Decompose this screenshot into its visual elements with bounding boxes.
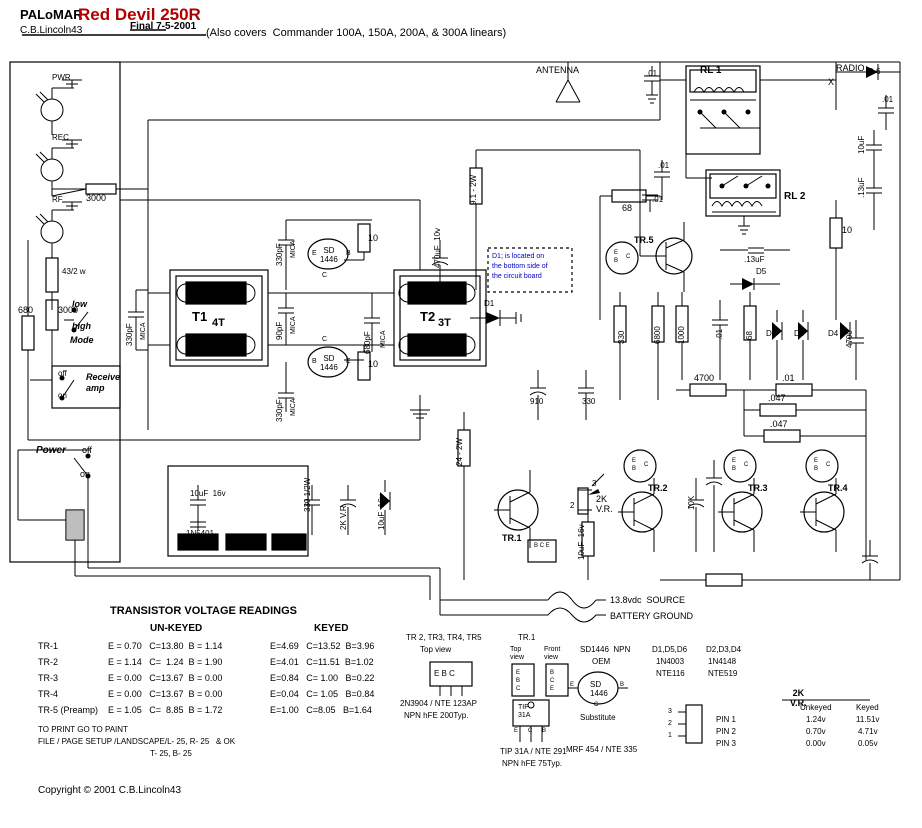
vr-head-unkeyed: Unkeyed xyxy=(800,703,832,712)
sd1446-bot-label: SD 1446 xyxy=(320,354,338,372)
c-470uf-label: 470uF 10v xyxy=(433,227,442,268)
rl2-label: RL 2 xyxy=(784,191,806,202)
vr-row-unkeyed: 0.70v xyxy=(806,727,826,736)
reading-row-label: TR-2 xyxy=(38,657,58,667)
switch-on-1: on xyxy=(58,391,67,400)
reading-row-unkeyed: E = 1.05 C= 8.85 B = 1.72 xyxy=(108,705,223,715)
vr-head-keyed: Keyed xyxy=(856,703,879,712)
d-group2: D2,D3,D4 xyxy=(706,645,742,654)
sd-bot-pin-b: B xyxy=(312,358,317,365)
r-43w-label: 43/2 w xyxy=(62,267,86,276)
reading-row-label: TR-3 xyxy=(38,673,58,683)
tr1-pin-c: C xyxy=(528,728,533,734)
author-name: C.B.Lincoln43 xyxy=(20,25,83,36)
tr2345-view: Top view xyxy=(420,645,452,654)
covers-note: (Also covers Commander 100A, 150A, 200A, & 300A linears) xyxy=(206,27,507,39)
d-group1: D1,D5,D6 xyxy=(652,645,688,654)
d-group1-p2: NTE116 xyxy=(656,669,685,678)
reading-row-label: TR-4 xyxy=(38,689,58,699)
r-1000-label: 1000 xyxy=(677,326,686,344)
mode-label: Mode xyxy=(70,335,94,345)
tr3-pin-e: E xyxy=(732,458,737,464)
tr1-label: TR.1 xyxy=(502,533,522,543)
tr5-pin-b: B xyxy=(614,258,619,264)
d3-label: D3 xyxy=(794,329,805,338)
power-label: Power xyxy=(36,445,67,456)
c-330pf-bot-label: 330pF xyxy=(275,399,284,422)
reading-row-keyed: E=4.69 C=13.52 B=3.96 xyxy=(270,641,375,651)
print-note-line2: FILE / PAGE SETUP /LANDSCAPE/L- 25, R- 25 & OK xyxy=(38,737,236,746)
c-10uf-25v-label: 910 xyxy=(530,397,544,406)
mica-mid-label: MICA xyxy=(290,316,297,334)
r-6800-label: 6800 xyxy=(653,326,662,344)
vr-2k-label: 2K V.R. xyxy=(596,494,613,514)
copyright-text: Copyright © 2001 C.B.Lincoln43 xyxy=(38,785,182,796)
sd-pin-c: C xyxy=(594,702,599,708)
rec-label: REC xyxy=(52,133,69,142)
tr5-pin-e: E xyxy=(614,250,619,256)
receive-amp-label: Receive amp xyxy=(86,372,121,393)
c-10uf-100v-label: 4700 xyxy=(845,330,854,348)
d5-label: D5 xyxy=(756,267,767,276)
vr-row-pin: PIN 2 xyxy=(716,727,737,736)
tr2-pin-e: E xyxy=(632,458,637,464)
d-group2-p2: NTE519 xyxy=(708,669,738,678)
c-13uf-radio-label: .13uF xyxy=(857,177,866,198)
vr-ref-pin2: 2 xyxy=(668,720,672,727)
tr5-label: TR.5 xyxy=(634,235,654,245)
tr1-pins-front-e: E xyxy=(550,686,555,692)
tr4-pin-c: C xyxy=(826,462,831,468)
vr-row-unkeyed: 1.24v xyxy=(806,715,826,724)
sd-sub-part: MRF 454 / NTE 335 xyxy=(566,745,638,754)
tr1-hfe: NPN hFE 75Typ. xyxy=(502,759,563,768)
r-3000-rf: 3000 xyxy=(58,305,79,315)
r-10-radio-label: 10 xyxy=(842,225,853,235)
sd-sub-label: Substitute xyxy=(580,713,616,722)
radio-x: X xyxy=(828,77,835,87)
d1-label: D1 xyxy=(484,299,495,308)
r-24-label: 24 - 2W xyxy=(455,437,464,466)
c-047-left-label: 1N5401 xyxy=(186,529,215,538)
tr3-pin-b: B xyxy=(732,466,737,472)
vr-pin-3: 3 xyxy=(592,479,597,488)
print-note-line3: T- 25, B- 25 xyxy=(150,749,192,758)
reading-row-keyed: E=0.04 C= 1.05 B=0.84 xyxy=(270,689,375,699)
sd-bot-pin-e: E xyxy=(346,358,351,365)
tr2345-title: TR 2, TR3, TR4, TR5 xyxy=(406,633,482,642)
c-10uf-16v-b-label: 10K xyxy=(687,495,696,510)
c-330pf-left-label: 330pF xyxy=(125,323,134,346)
final-date: Final 7-5-2001 xyxy=(130,21,197,32)
tr1-pin-e: E xyxy=(514,728,519,734)
vr-row-keyed: 4.71v xyxy=(858,727,878,736)
tr1-pins-front-c: C xyxy=(550,678,555,684)
d-group1-p1: 1N4003 xyxy=(656,657,685,666)
rl1-label: RL 1 xyxy=(700,65,722,76)
r-330-12w-label: 10uF 16v xyxy=(577,524,586,560)
readings-col-keyed: KEYED xyxy=(314,623,349,634)
reading-row-unkeyed: E = 1.14 C= 1.24 B = 1.90 xyxy=(108,657,223,667)
tr1-pins-top-b: B xyxy=(516,678,521,684)
c-047b-label: 330 1/2W xyxy=(303,477,312,512)
c-01-mid-label: .01 xyxy=(715,328,724,340)
vr-row-pin: PIN 3 xyxy=(716,739,737,748)
r-330b-label: .047 xyxy=(768,393,786,403)
tr5-pin-c: C xyxy=(626,254,631,260)
sd-ref-title: SD1446 NPN xyxy=(580,645,631,654)
sd-pin-e: E xyxy=(570,682,575,688)
reading-row-keyed: E=1.00 C=8.05 B=1.64 xyxy=(270,705,372,715)
sd-pin-b: B xyxy=(620,682,625,688)
tr3-label: TR.3 xyxy=(748,483,768,493)
c-01-radio-label: .01 xyxy=(882,95,894,104)
tr2-pin-b: B xyxy=(632,466,637,472)
c-13uf-tr5-label: .13uF xyxy=(744,255,765,264)
r-680-label: 680 xyxy=(18,305,34,315)
tr2-label: TR.2 xyxy=(648,483,668,493)
sd1446-top-label: SD 1446 xyxy=(320,246,338,264)
t1-label: T1 xyxy=(192,309,208,324)
pwr-label: PWR xyxy=(52,73,71,82)
r-68-mid-label: 68 xyxy=(745,331,754,340)
c-90pf-label: 90pF xyxy=(275,321,284,340)
d2-label: D2 xyxy=(766,329,777,338)
tr1-pin-b: B xyxy=(542,728,547,734)
mica-right-label: MICA xyxy=(380,330,387,348)
tr4-label: TR.4 xyxy=(828,483,848,493)
r-330-label: 330 xyxy=(617,330,626,344)
reading-row-unkeyed: E = 0.00 C=13.67 B = 0.00 xyxy=(108,673,223,683)
switch-on-2: on xyxy=(80,469,91,479)
tr1-ref-title: TR.1 xyxy=(518,633,536,642)
c-680pf-label: 680pF xyxy=(363,331,372,354)
high-label: high xyxy=(72,321,91,331)
r-68-tr5-label: 68 xyxy=(622,203,633,213)
low-label: low xyxy=(72,299,87,309)
print-note-line1: TO PRINT GO TO PAINT xyxy=(38,725,128,734)
model-title: Red Devil 250R xyxy=(78,5,201,24)
tr1-part: TIP 31A / NTE 291 xyxy=(500,747,567,756)
sd-top-pin-c: C xyxy=(322,272,328,279)
d6-label: D 6 xyxy=(868,67,881,76)
d4-label: D4 xyxy=(828,329,839,338)
c-10uf-16v-a-label: 2K V.R. xyxy=(339,503,348,530)
c-01-rl2b-label: .01 xyxy=(658,161,670,170)
d1-note: D1; is located on the bottom side of the circuit board xyxy=(492,253,548,280)
reading-row-label: TR-1 xyxy=(38,641,58,651)
switch-off-1: off xyxy=(58,369,67,378)
c-01-bot-label: 330 xyxy=(582,397,596,406)
tr1-pins-front-b: B xyxy=(550,670,555,676)
t2-label: T2 xyxy=(420,309,436,324)
antenna-label: ANTENNA xyxy=(536,65,580,75)
mica-left-label: MICA xyxy=(140,322,147,340)
vr-ref-title: 2K V.R. xyxy=(790,688,807,708)
sd-top-pin-b: B xyxy=(346,250,351,257)
r-4700a-label: 4700 xyxy=(694,373,715,383)
tr2345-pins: E B C xyxy=(434,669,455,678)
tr1-pins-top-c: C xyxy=(516,686,521,692)
mica-top-label: MICA xyxy=(290,240,297,258)
c-330pf-top-label: 330pF xyxy=(275,243,284,266)
readings-col-unkeyed: UN-KEYED xyxy=(150,623,203,634)
vr-row-keyed: 0.05v xyxy=(858,739,878,748)
sd-bot-pin-c: C xyxy=(322,336,328,343)
switch-off-2: off xyxy=(82,445,92,455)
d-1n5401-label: 10uF 16v xyxy=(377,494,386,530)
mica-bot-label: MICA xyxy=(290,398,297,416)
source-label: 13.8vdc SOURCE xyxy=(610,595,686,605)
tr2345-hfe: NPN hFE 200Typ. xyxy=(404,711,469,720)
reading-row-label: TR-5 (Preamp) xyxy=(38,705,99,715)
tr2-pin-c: C xyxy=(644,462,649,468)
r-10a-label: 10 xyxy=(368,233,379,243)
reading-row-keyed: E=4.01 C=11.51 B=1.02 xyxy=(270,657,374,667)
sd-oem: OEM xyxy=(592,657,611,666)
vr-ref-pin1: 1 xyxy=(668,732,672,739)
tr4-pin-b: B xyxy=(814,466,819,472)
c-01-left-label: 10uF 16v xyxy=(190,489,226,498)
sd-label: SD 1446 xyxy=(590,680,608,698)
c-01-top-label: .01 xyxy=(646,69,658,78)
d-group2-p1: 1N4148 xyxy=(708,657,737,666)
r-4700b-label: .047 xyxy=(770,419,788,429)
brand-title: PALoMAR xyxy=(20,7,83,22)
c-10uf-radio-label: 10uF xyxy=(857,135,866,154)
r-3000-rec: 3000 xyxy=(86,193,107,203)
radio-label: RADIO xyxy=(836,63,865,73)
tr4-pin-e: E xyxy=(814,458,819,464)
tr1-tip-label: TIP 31A xyxy=(518,704,531,719)
reading-row-unkeyed: E = 0.00 C=13.67 B = 0.00 xyxy=(108,689,223,699)
ground-label: BATTERY GROUND xyxy=(610,611,694,621)
reading-row-unkeyed: E = 0.70 C=13.80 B = 1.14 xyxy=(108,641,223,651)
r-910-label: .01 xyxy=(782,373,795,383)
tr3-pin-c: C xyxy=(744,462,749,468)
sd-top-pin-e: E xyxy=(312,250,317,257)
r-91-label: 9.1 - 2W xyxy=(469,174,478,205)
tr1-topview-label: Top view xyxy=(510,646,525,661)
tr1-frontview-label: Front view xyxy=(544,646,561,661)
vr-row-unkeyed: 0.00v xyxy=(806,739,826,748)
t1-turns: 4T xyxy=(212,317,225,329)
vr-row-pin: PIN 1 xyxy=(716,715,737,724)
rf-label: RF xyxy=(52,195,63,204)
t2-turns: 3T xyxy=(438,317,451,329)
tr1-pins-inline: B C E xyxy=(534,543,550,549)
r-10b-label: 10 xyxy=(368,359,379,369)
vr-ref-pin3: 3 xyxy=(668,708,672,715)
c-01-rl2a-label: .01 xyxy=(652,195,664,204)
tr1-pins-top: E xyxy=(516,670,521,676)
vr-row-keyed: 11.51v xyxy=(856,715,880,724)
readings-heading: TRANSISTOR VOLTAGE READINGS xyxy=(110,605,298,617)
vr-pin-2: 2 xyxy=(570,501,575,510)
reading-row-keyed: E=0.84 C= 1.00 B=0.22 xyxy=(270,673,375,683)
tr2345-part: 2N3904 / NTE 123AP xyxy=(400,699,477,708)
